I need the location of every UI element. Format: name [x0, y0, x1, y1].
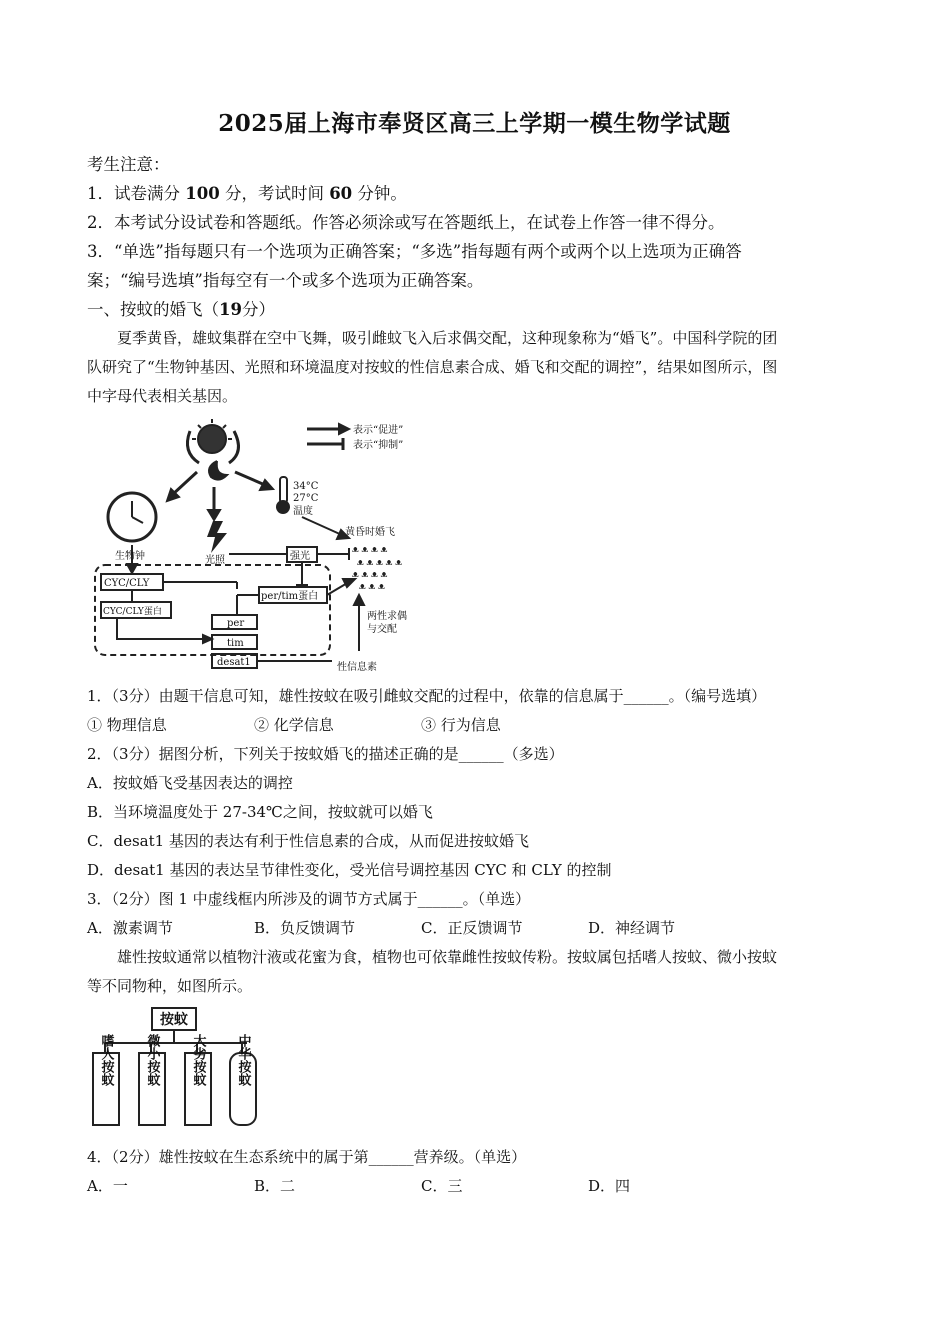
section-intro-3: 中字母代表相关基因。 [87, 387, 238, 405]
q3-option-c: C．正反馈调节 [421, 919, 523, 937]
legend-inhibit: 表示“抑制” [353, 440, 404, 451]
tim-label: tim [227, 638, 244, 649]
species-3: 大劣按蚊 [190, 1034, 206, 1086]
question-4-options [87, 1172, 862, 1201]
q1-option-2: ② 化学信息 [254, 716, 334, 734]
species-2: 微小按蚊 [144, 1034, 160, 1086]
question-1: 1．（3分）由题干信息可知，雄性按蚊在吸引雌蚊交配的过程中，依靠的信息属于______。（编号选填） [87, 687, 767, 705]
section-intro-2: 队研究了“生物钟基因、光照和环境温度对按蚊的性信息素合成、婚飞和交配的调控”，结果如图所示，图 [87, 358, 778, 376]
cyc-cly-protein-label: CYC/CLY蛋白 [103, 607, 162, 617]
page-title: 2025届上海市奉贤区高三上学期一模生物学试题 [218, 110, 731, 137]
q4-option-c: C．三 [421, 1177, 463, 1195]
legend-promote: 表示“促进” [353, 425, 404, 436]
q4-option-b: B．二 [254, 1177, 296, 1195]
lightning-icon [207, 521, 227, 553]
q4-option-d: D．四 [588, 1177, 631, 1195]
question-2: 2．（3分）据图分析，下列关于按蚊婚飞的描述正确的是______（多选） [87, 745, 564, 763]
pheromone-label: 性信息素 [337, 662, 377, 672]
tree-root: 按蚊 [160, 1012, 188, 1028]
per-tim-protein-label: per/tim蛋白 [261, 591, 319, 602]
question-1-options [87, 711, 862, 740]
temp-high: 34°C [293, 481, 319, 492]
light-label: 光照 [205, 555, 225, 566]
q2-option-a: A．按蚊婚飞受基因表达的调控 [87, 774, 293, 792]
species-4: 中华按蚊 [235, 1034, 251, 1086]
q4-option-a: A．一 [87, 1177, 128, 1195]
notice-item-3a: 3．“单选”指每题只有一个选项为正确答案；“多选”指每题有两个或两个以上选项为正确答 [87, 242, 742, 261]
section-intro2-2: 等不同物种，如图所示。 [87, 977, 253, 995]
notice-item-1: 1．试卷满分 100 分，考试时间 60 分钟。 [87, 184, 407, 203]
section-intro2-1: 雄性按蚊通常以植物汁液或花蜜为食，植物也可依靠雌性按蚊传粉。按蚊属包括嗜人按蚊、微小按蚊 [117, 948, 778, 966]
exam-page [87, 105, 862, 1201]
figure-2-tree [87, 1005, 262, 1135]
svg-text:ᴥ ᴥ ᴥ ᴥ: ᴥ ᴥ ᴥ ᴥ [352, 545, 388, 555]
svg-text:ᴥ ᴥ ᴥ ᴥ ᴥ: ᴥ ᴥ ᴥ ᴥ ᴥ [357, 558, 402, 568]
section-heading: 一、按蚊的婚飞（19分） [87, 300, 275, 319]
question-3-options [87, 914, 862, 943]
temp-low: 27°C [293, 493, 319, 504]
q3-option-a: A．激素调节 [87, 919, 173, 937]
temp-label: 温度 [293, 506, 313, 517]
q2-option-c: C．desat1 基因的表达有利于性信息素的合成，从而促进按蚊婚飞 [87, 832, 529, 850]
q2-option-d: D．desat1 基因的表达呈节律性变化，受光信号调控基因 CYC 和 CLY 的控制 [87, 861, 612, 879]
q2-option-b: B．当环境温度处于 27-34℃之间，按蚊就可以婚飞 [87, 803, 433, 821]
sun-icon [198, 425, 226, 453]
cyc-cly-label: CYC/CLY [104, 578, 150, 589]
notice-item-2: 2．本考试分设试卷和答题纸。作答必须涂或写在答题纸上，在试卷上作答一律不得分。 [87, 213, 725, 232]
svg-text:ᴥ ᴥ ᴥ ᴥ: ᴥ ᴥ ᴥ ᴥ [352, 570, 388, 580]
species-1: 嗜人按蚊 [98, 1034, 114, 1086]
per-label: per [227, 618, 245, 629]
svg-text:ᴥ ᴥ ᴥ: ᴥ ᴥ ᴥ [359, 582, 385, 592]
question-4: 4．（2分）雄性按蚊在生态系统中的属于第______营养级。（单选） [87, 1148, 527, 1166]
mating-label-b: 与交配 [367, 624, 397, 635]
clock-label: 生物钟 [115, 551, 145, 562]
question-3: 3．（2分）图 1 中虚线框内所涉及的调节方式属于______。（单选） [87, 890, 531, 908]
section-intro-1: 夏季黄昏，雄蚊集群在空中飞舞，吸引雌蚊飞入后求偶交配，这种现象称为“婚飞”。中国科学院的团 [117, 329, 778, 347]
q3-option-b: B．负反馈调节 [254, 919, 356, 937]
figure-1-diagram [87, 417, 427, 672]
dusk-flight-label: 黄昏时婚飞 [345, 527, 395, 538]
desat1-label: desat1 [217, 657, 251, 668]
notice-heading: 考生注意： [87, 155, 170, 174]
mosquito-swarm-icon [352, 545, 402, 592]
notice-item-3b: 案；“编号选填”指每空有一个或多个选项为正确答案。 [87, 271, 484, 290]
q1-option-3: ③ 行为信息 [421, 716, 501, 734]
mating-label-a: 两性求偶 [367, 611, 407, 622]
q1-option-1: ① 物理信息 [87, 716, 167, 734]
strong-light-label: 强光 [290, 551, 310, 562]
moon-icon [209, 461, 227, 480]
thermometer-icon [280, 477, 287, 503]
q3-option-d: D．神经调节 [588, 919, 676, 937]
